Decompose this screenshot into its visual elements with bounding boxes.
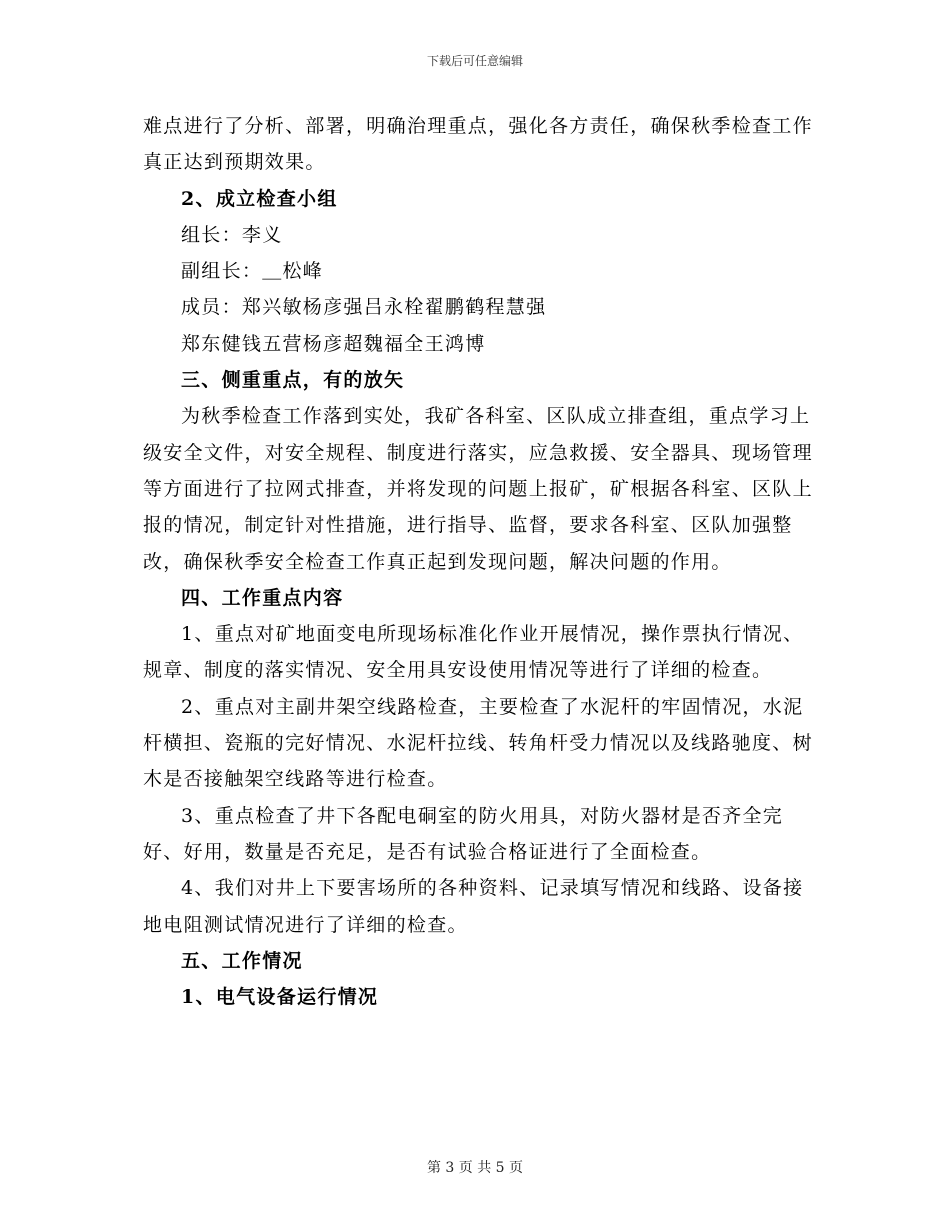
work-item-3: 3、重点检查了井下各配电硐室的防火用具，对防火器材是否齐全完好、好用，数量是否充足，是否有试验合格证进行了全面检查。	[143, 804, 784, 863]
work-item-4: 4、我们对井上下要害场所的各种资料、记录填写情况和线路、设备接地电阻测试情况进行了详细的检查。	[143, 877, 804, 936]
page-footer: 第 3 页 共 5 页	[426, 1160, 524, 1176]
section-3-paragraph: 为秋季检查工作落到实处，我矿各科室、区队成立排查组，重点学习上级安全文件，对安全规程、制度进行落实，应急救援、安全器具、现场管理等方面进行了拉网式排查，并将发现的问题上报矿，矿根据各科室、区队上报的情况，制定针对性措施，进行指导、监督，要求各科室、区队加强整改，确保秋季安全检查工作真正起到发现问题，解决问题的作用。	[143, 405, 813, 573]
deputy-leader-line: 副组长：＿松峰	[181, 260, 324, 283]
work-item-1: 1、重点对矿地面变电所现场标准化作业开展情况，操作票执行情况、规章、制度的落实情况、安全用具安设使用情况等进行了详细的检查。	[143, 623, 804, 682]
subheading-electrical-equipment: 1、电气设备运行情况	[181, 986, 379, 1009]
section-heading-4: 四、工作重点内容	[181, 586, 344, 609]
group-leader-line: 组长：李义	[181, 223, 283, 246]
document-body	[143, 108, 813, 1015]
subheading-inspection-group: 2、成立检查小组	[181, 187, 338, 210]
section-heading-5: 五、工作情况	[181, 949, 303, 972]
members-line-1: 成员：郑兴敏杨彦强吕永栓翟鹏鹤程慧强	[181, 296, 547, 319]
page-header: 下载后可任意编辑	[426, 54, 523, 68]
section-heading-3: 三、侧重重点，有的放矢	[181, 369, 405, 392]
work-item-2: 2、重点对主副井架空线路检查，主要检查了水泥杆的牢固情况，水泥杆横担、瓷瓶的完好情况、水泥杆拉线、转角杆受力情况以及线路驰度、树木是否接触架空线路等进行检查。	[143, 695, 813, 791]
members-line-2: 郑东健钱五营杨彦超魏福全王鸿博	[181, 332, 486, 355]
paragraph-continuation: 难点进行了分析、部署，明确治理重点，强化各方责任，确保秋季检查工作真正达到预期效果。	[143, 115, 813, 174]
